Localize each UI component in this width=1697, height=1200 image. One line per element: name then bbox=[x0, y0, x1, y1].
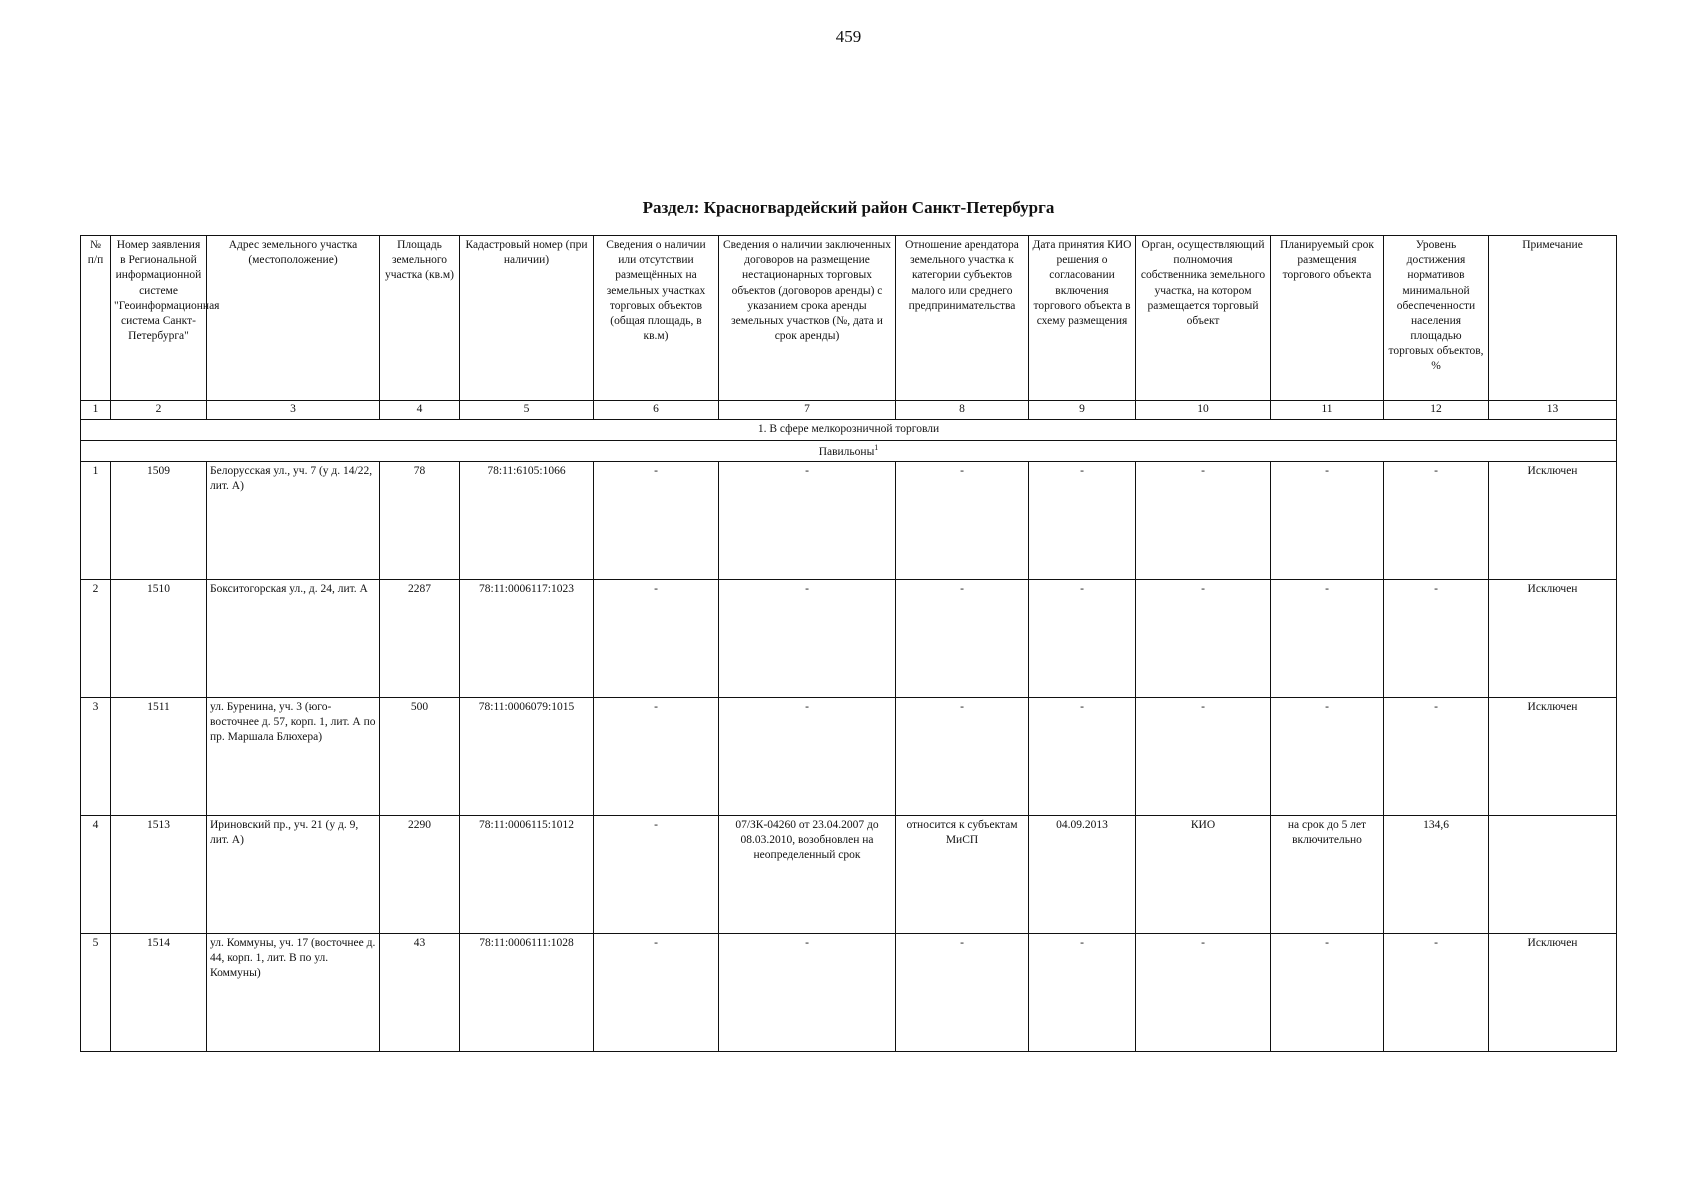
table-cell: на срок до 5 лет включительно bbox=[1271, 816, 1384, 934]
table-cell: - bbox=[1271, 580, 1384, 698]
table-cell: - bbox=[719, 698, 896, 816]
table-cell: 1510 bbox=[111, 580, 207, 698]
table-cell: КИО bbox=[1136, 816, 1271, 934]
column-number: 11 bbox=[1271, 401, 1384, 420]
column-number: 9 bbox=[1029, 401, 1136, 420]
table-cell: Ириновский пр., уч. 21 (у д. 9, лит. А) bbox=[207, 816, 380, 934]
column-number: 4 bbox=[380, 401, 460, 420]
table-cell: - bbox=[1384, 580, 1489, 698]
table-row bbox=[81, 816, 1617, 934]
table-cell: - bbox=[719, 580, 896, 698]
column-number: 2 bbox=[111, 401, 207, 420]
column-number: 10 bbox=[1136, 401, 1271, 420]
column-number: 6 bbox=[594, 401, 719, 420]
table-cell: 43 bbox=[380, 934, 460, 1052]
group-title: 1. В сфере мелкорозничной торговли bbox=[81, 420, 1617, 441]
table-row bbox=[81, 580, 1617, 698]
table-cell: - bbox=[1029, 934, 1136, 1052]
table-cell: Исключен bbox=[1489, 462, 1617, 580]
table-cell: 78:11:0006111:1028 bbox=[460, 934, 594, 1052]
table-cell: - bbox=[594, 580, 719, 698]
table-cell: - bbox=[1271, 462, 1384, 580]
table-cell: - bbox=[1136, 934, 1271, 1052]
header-row bbox=[81, 236, 1617, 401]
table-cell: - bbox=[1384, 698, 1489, 816]
page-number: 459 bbox=[835, 27, 862, 46]
column-number: 5 bbox=[460, 401, 594, 420]
table-cell bbox=[1489, 816, 1617, 934]
table-cell: - bbox=[1271, 698, 1384, 816]
table-cell: - bbox=[594, 934, 719, 1052]
column-number: 12 bbox=[1384, 401, 1489, 420]
table-cell: - bbox=[594, 698, 719, 816]
table-cell: 2290 bbox=[380, 816, 460, 934]
column-number: 7 bbox=[719, 401, 896, 420]
table-cell: - bbox=[1029, 462, 1136, 580]
column-number: 13 bbox=[1489, 401, 1617, 420]
table-cell: - bbox=[594, 816, 719, 934]
table-cell: - bbox=[896, 462, 1029, 580]
table-cell: 78:11:0006117:1023 bbox=[460, 580, 594, 698]
table-cell: ул. Буренина, уч. 3 (юго-восточнее д. 57, корп. 1, лит. А по пр. Маршала Блюхера) bbox=[207, 698, 380, 816]
table-cell: - bbox=[594, 462, 719, 580]
column-number: 3 bbox=[207, 401, 380, 420]
header-cell: Сведения о наличии заключенных договоров на размещение нестационарных торговых объектов (договоров аренды) с указанием срока аренды земельных участков (№, дата и срок аренды) bbox=[719, 236, 896, 401]
header-cell: Сведения о наличии или отсутствии размещённых на земельных участках торговых объектов (общая площадь, в кв.м) bbox=[594, 236, 719, 401]
table-cell: 78:11:6105:1066 bbox=[460, 462, 594, 580]
table-cell: - bbox=[1271, 934, 1384, 1052]
footnote-marker: 1 bbox=[874, 442, 879, 452]
header-cell: Отношение арендатора земельного участка к категории субъектов малого или среднего предпринимательства bbox=[896, 236, 1029, 401]
table-cell: 04.09.2013 bbox=[1029, 816, 1136, 934]
header-cell: Номер заявления в Региональной информационной системе "Геоинформационная система Санкт-Петербурга" bbox=[111, 236, 207, 401]
table-cell: - bbox=[1384, 462, 1489, 580]
table-cell: - bbox=[1384, 934, 1489, 1052]
table-cell: - bbox=[719, 934, 896, 1052]
subgroup-cell bbox=[81, 441, 1617, 462]
table-cell: относится к субъектам МиСП bbox=[896, 816, 1029, 934]
table-row bbox=[81, 462, 1617, 580]
table-cell: - bbox=[1136, 462, 1271, 580]
table-cell: - bbox=[1029, 698, 1136, 816]
table-cell: Исключен bbox=[1489, 934, 1617, 1052]
table-cell: 1509 bbox=[111, 462, 207, 580]
table-cell: - bbox=[896, 580, 1029, 698]
column-number: 1 bbox=[81, 401, 111, 420]
table-cell: 2 bbox=[81, 580, 111, 698]
table-cell: 1511 bbox=[111, 698, 207, 816]
header-cell: Орган, осуществляющий полномочия собственника земельного участка, на котором размещается торговый объект bbox=[1136, 236, 1271, 401]
header-cell: Дата принятия КИО решения о согласовании включения торгового объекта в схему размещения bbox=[1029, 236, 1136, 401]
header-cell: Площадь земельного участка (кв.м) bbox=[380, 236, 460, 401]
group-row bbox=[81, 420, 1617, 441]
table-cell: ул. Коммуны, уч. 17 (восточнее д. 44, корп. 1, лит. В по ул. Коммуны) bbox=[207, 934, 380, 1052]
header-cell: Примечание bbox=[1489, 236, 1617, 401]
table-cell: 5 bbox=[81, 934, 111, 1052]
header-cell: Планируемый срок размещения торгового объекта bbox=[1271, 236, 1384, 401]
table-cell: Исключен bbox=[1489, 698, 1617, 816]
table-cell: 2287 bbox=[380, 580, 460, 698]
subgroup-row bbox=[81, 441, 1617, 462]
table-cell: 500 bbox=[380, 698, 460, 816]
table-cell: - bbox=[1136, 580, 1271, 698]
register-table bbox=[80, 235, 1617, 1052]
table-cell: 4 bbox=[81, 816, 111, 934]
header-cell: Уровень достижения нормативов минимальной обеспеченности населения площадью торговых объектов, % bbox=[1384, 236, 1489, 401]
table-cell: 78:11:0006079:1015 bbox=[460, 698, 594, 816]
table-cell: 78:11:0006115:1012 bbox=[460, 816, 594, 934]
table-cell: Бокситогорская ул., д. 24, лит. А bbox=[207, 580, 380, 698]
header-cell: Кадастровый номер (при наличии) bbox=[460, 236, 594, 401]
table-cell: - bbox=[896, 698, 1029, 816]
table-cell: - bbox=[1136, 698, 1271, 816]
table-cell: Исключен bbox=[1489, 580, 1617, 698]
table-cell: 3 bbox=[81, 698, 111, 816]
header-cell: Адрес земельного участка (местоположение) bbox=[207, 236, 380, 401]
table-cell: - bbox=[719, 462, 896, 580]
table-cell: 1514 bbox=[111, 934, 207, 1052]
column-number-row bbox=[81, 401, 1617, 420]
subgroup-title: Павильоны bbox=[818, 445, 875, 458]
table-cell: 78 bbox=[380, 462, 460, 580]
header-cell: № п/п bbox=[81, 236, 111, 401]
table-row bbox=[81, 934, 1617, 1052]
table-cell: - bbox=[1029, 580, 1136, 698]
table-cell: 1513 bbox=[111, 816, 207, 934]
table-cell: - bbox=[896, 934, 1029, 1052]
table-row bbox=[81, 698, 1617, 816]
table-cell: 1 bbox=[81, 462, 111, 580]
table-cell: 07/ЗК-04260 от 23.04.2007 до 08.03.2010, возобновлен на неопределенный срок bbox=[719, 816, 896, 934]
section-title: Раздел: Красногвардейский район Санкт-Петербурга bbox=[642, 198, 1055, 217]
table-cell: 134,6 bbox=[1384, 816, 1489, 934]
column-number: 8 bbox=[896, 401, 1029, 420]
table-cell: Белорусская ул., уч. 7 (у д. 14/22, лит. А) bbox=[207, 462, 380, 580]
